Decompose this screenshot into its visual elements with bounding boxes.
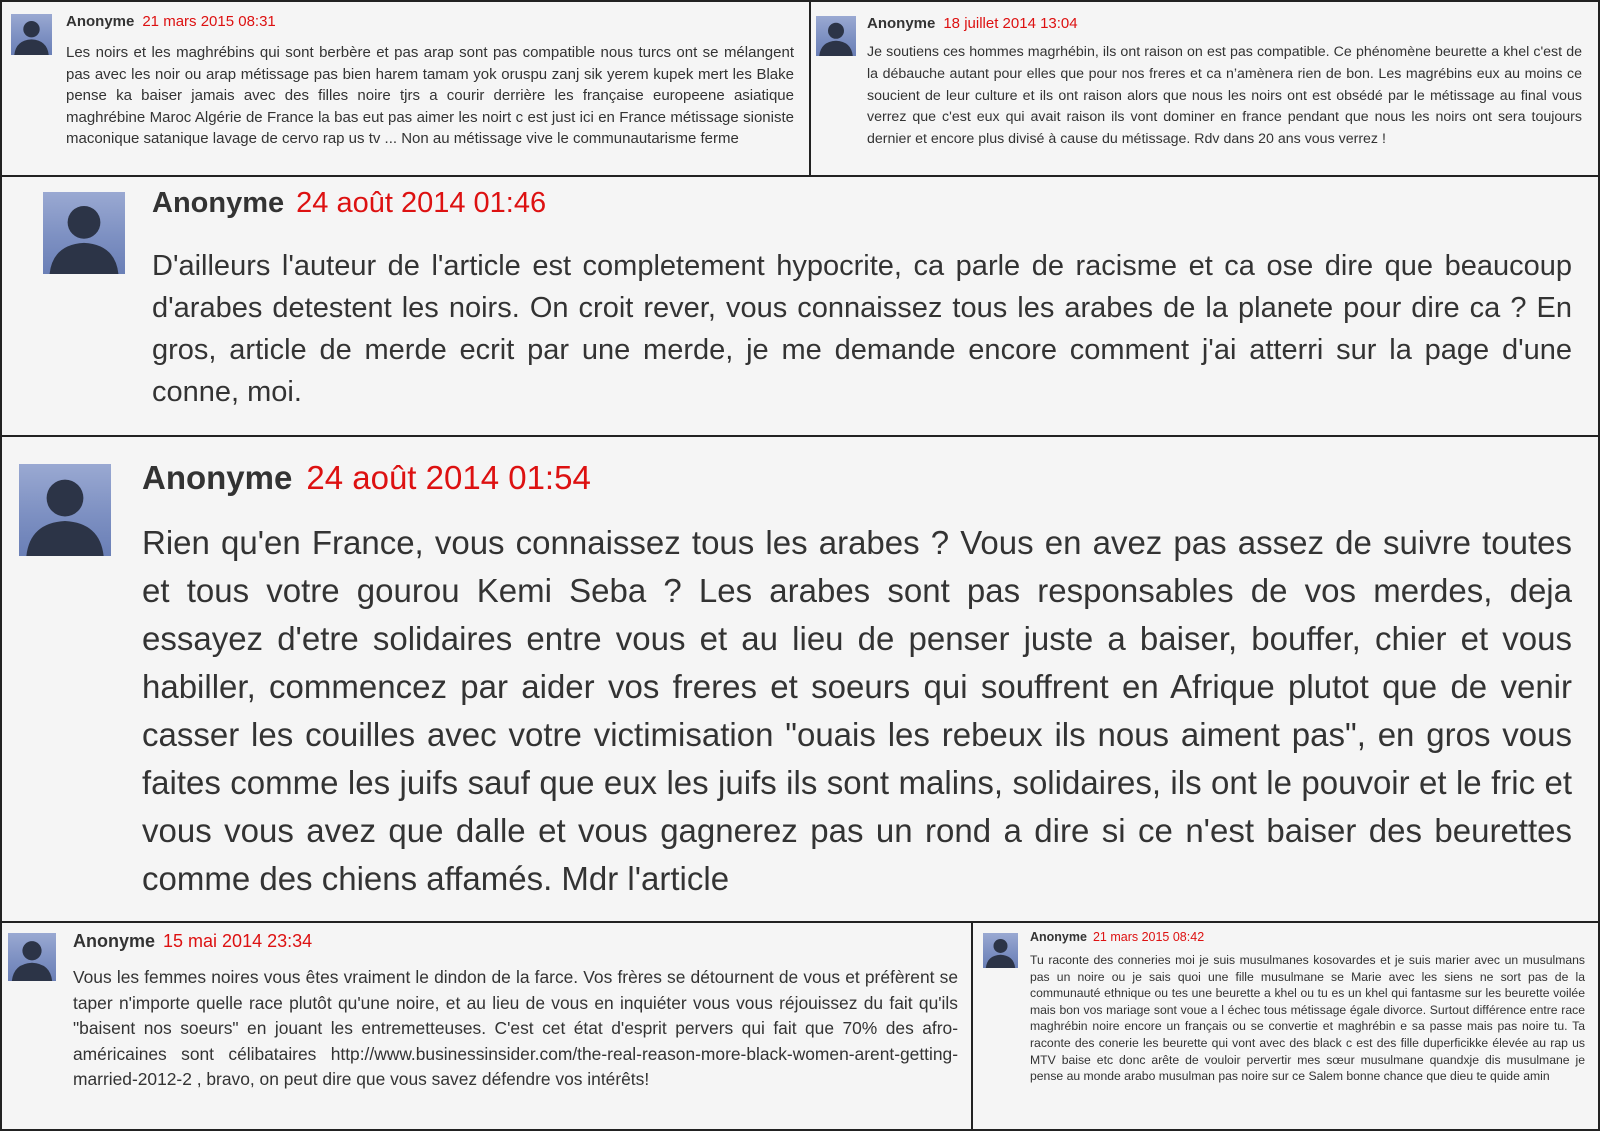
- comment-card: [0, 435, 1600, 923]
- comment-header: [142, 459, 591, 497]
- comment-text: Vous les femmes noires vous êtes vraiment le dindon de la farce. Vos frères se détournent de vous et préfèrent se taper n'importe quelle race plutôt qu'une noire, et au lieu de vous en inquiéter vous vous réjouissez du fait qu'ils "baisent nos soeurs" en jouant les entremetteuses. C'est cet état d'esprit pervers qui fait que 70% des afro-américaines sont célibataires http://www.businessinsider.com/the-real-reason-more-black-women-arent-getting-married-2012-2 , bravo, on peut dire que vous savez défendre vos intérêts!: [73, 967, 958, 1089]
- comment-card: [971, 921, 1600, 1131]
- comment-header: [66, 13, 276, 30]
- avatar[interactable]: [8, 933, 56, 981]
- comment-text: Les noirs et les maghrébins qui sont berbère et pas arap sont pas compatible nous turcs ont se mélangent pas avec les noir ou arap métissage pas bien harem tamam yok oruspu zanj sik yerem kupek mert les Blake pense ka baiser jamais avec des filles noire tjrs a courir derrière les française europeene asiatique maghrébine Maroc Algérie de France la bas eut pas aimer les noirt c est just ici en France métissage sioniste maconique satanique lavage de cervo rap us tv ... Non au métissage vive le communautarisme ferme: [66, 44, 794, 148]
- user-silhouette-icon: [816, 16, 856, 56]
- comment-author[interactable]: Anonyme: [1030, 930, 1087, 944]
- user-silhouette-icon: [8, 933, 56, 981]
- comment-card: [0, 175, 1600, 437]
- comment-card: [809, 0, 1600, 177]
- user-silhouette-icon: [19, 464, 111, 556]
- user-silhouette-icon: [11, 14, 52, 55]
- comment-header: [152, 187, 546, 220]
- comment-author[interactable]: Anonyme: [152, 187, 285, 219]
- comment-author[interactable]: Anonyme: [142, 459, 293, 496]
- comment-date[interactable]: 24 août 2014 01:54: [306, 459, 591, 496]
- comment-author[interactable]: Anonyme: [66, 13, 135, 30]
- comment-header: [73, 931, 312, 952]
- comment-author[interactable]: Anonyme: [73, 931, 156, 951]
- avatar[interactable]: [11, 14, 52, 55]
- avatar[interactable]: [19, 464, 111, 556]
- user-silhouette-icon: [43, 192, 125, 274]
- comment-author[interactable]: Anonyme: [867, 15, 936, 32]
- comment-date[interactable]: 18 juillet 2014 13:04: [943, 15, 1078, 32]
- comment-text: Je soutiens ces hommes magrhébin, ils ont raison on est pas compatible. Ce phénomène beurette a khel c'est de la débauche autant pour elles que pour nos freres et ca n’amènera rien de bon. Les magrébins eux au moins ce soucient de leur culture et ils ont raison alors que nous les noirs ont est obsédé par le métissage au final vous verrez que c'est eux qui avait raison ils vont dominer en france pendant que nous les noirs ont sera toujours dernier et encore plus divisé à cause du métissage. Rdv dans 20 ans vous verrez !: [867, 44, 1582, 148]
- avatar[interactable]: [816, 16, 856, 56]
- comment-card: [0, 0, 811, 177]
- avatar[interactable]: [983, 933, 1018, 968]
- comment-date[interactable]: 15 mai 2014 23:34: [163, 931, 313, 951]
- comment-text: Rien qu'en France, vous connaissez tous les arabes ? Vous en avez pas assez de suivre toutes et tous votre gourou Kemi Seba ? Les arabes sont pas responsables de vos merdes, deja essayez d'etre solidaires entre vous et au lieu de penser juste a baiser, bouffer, chier et vous habiller, commencez par aider vos freres et soeurs qui souffrent en Afrique plutot que de venir casser les couilles avec votre victimisation "ouais les rebeux ils nous aiment pas", en gros vous faites comme les juifs sauf que eux les juifs ils sont malins, solidaires, ils ont le pouvoir et le fric et vous vous avez que dalle et vous gagnerez pas un rond a dire si ce n'est baiser des beurettes comme des chiens affamés. Mdr l'article: [142, 524, 1572, 897]
- user-silhouette-icon: [983, 933, 1018, 968]
- comment-header: [867, 15, 1078, 32]
- comment-header: [1030, 930, 1204, 944]
- comment-date[interactable]: 24 août 2014 01:46: [296, 187, 547, 219]
- comment-date[interactable]: 21 mars 2015 08:42: [1092, 930, 1205, 944]
- comment-text: D'ailleurs l'auteur de l'article est completement hypocrite, ca parle de racisme et ca ose dire que beaucoup d'arabes detestent les noirs. On croit rever, vous connaissez tous les arabes de la planete pour dire ca ? En gros, article de merde ecrit par une merde, je me demande encore comment j'ai atterri sur la page d'une conne, moi.: [152, 250, 1572, 408]
- comment-text: Tu raconte des conneries moi je suis musulmanes kosovardes et je suis marier avec un musulmans pas un noire ou je sais quoi une fille musulmane se Marie avec les siens ne sort pas de la communauté ethnique ou tes une beurette a khel ou tu es un khel qui fantasme sur les beurette voilée mais bon vos mariage sont voue a l échec tous métissage égale divorce. Surtout différence entre race maghrébin noire encore un français ou se convertie et maghrébin e sa passe mais pas noire tu. Ta raconte des conerie les beurette qui vont avec des black c est des fille duperficikke élevée au rap us MTV baise etc donc arête de vouloir pervertir mes sœur musulmane quandxje dis musulmane je pense au monde arabo musulman pas noire sur ce Salem bonne chance que dieu te quide amin: [1030, 953, 1585, 1084]
- comment-card: [0, 921, 973, 1131]
- avatar[interactable]: [43, 192, 125, 274]
- comment-date[interactable]: 21 mars 2015 08:31: [142, 13, 276, 30]
